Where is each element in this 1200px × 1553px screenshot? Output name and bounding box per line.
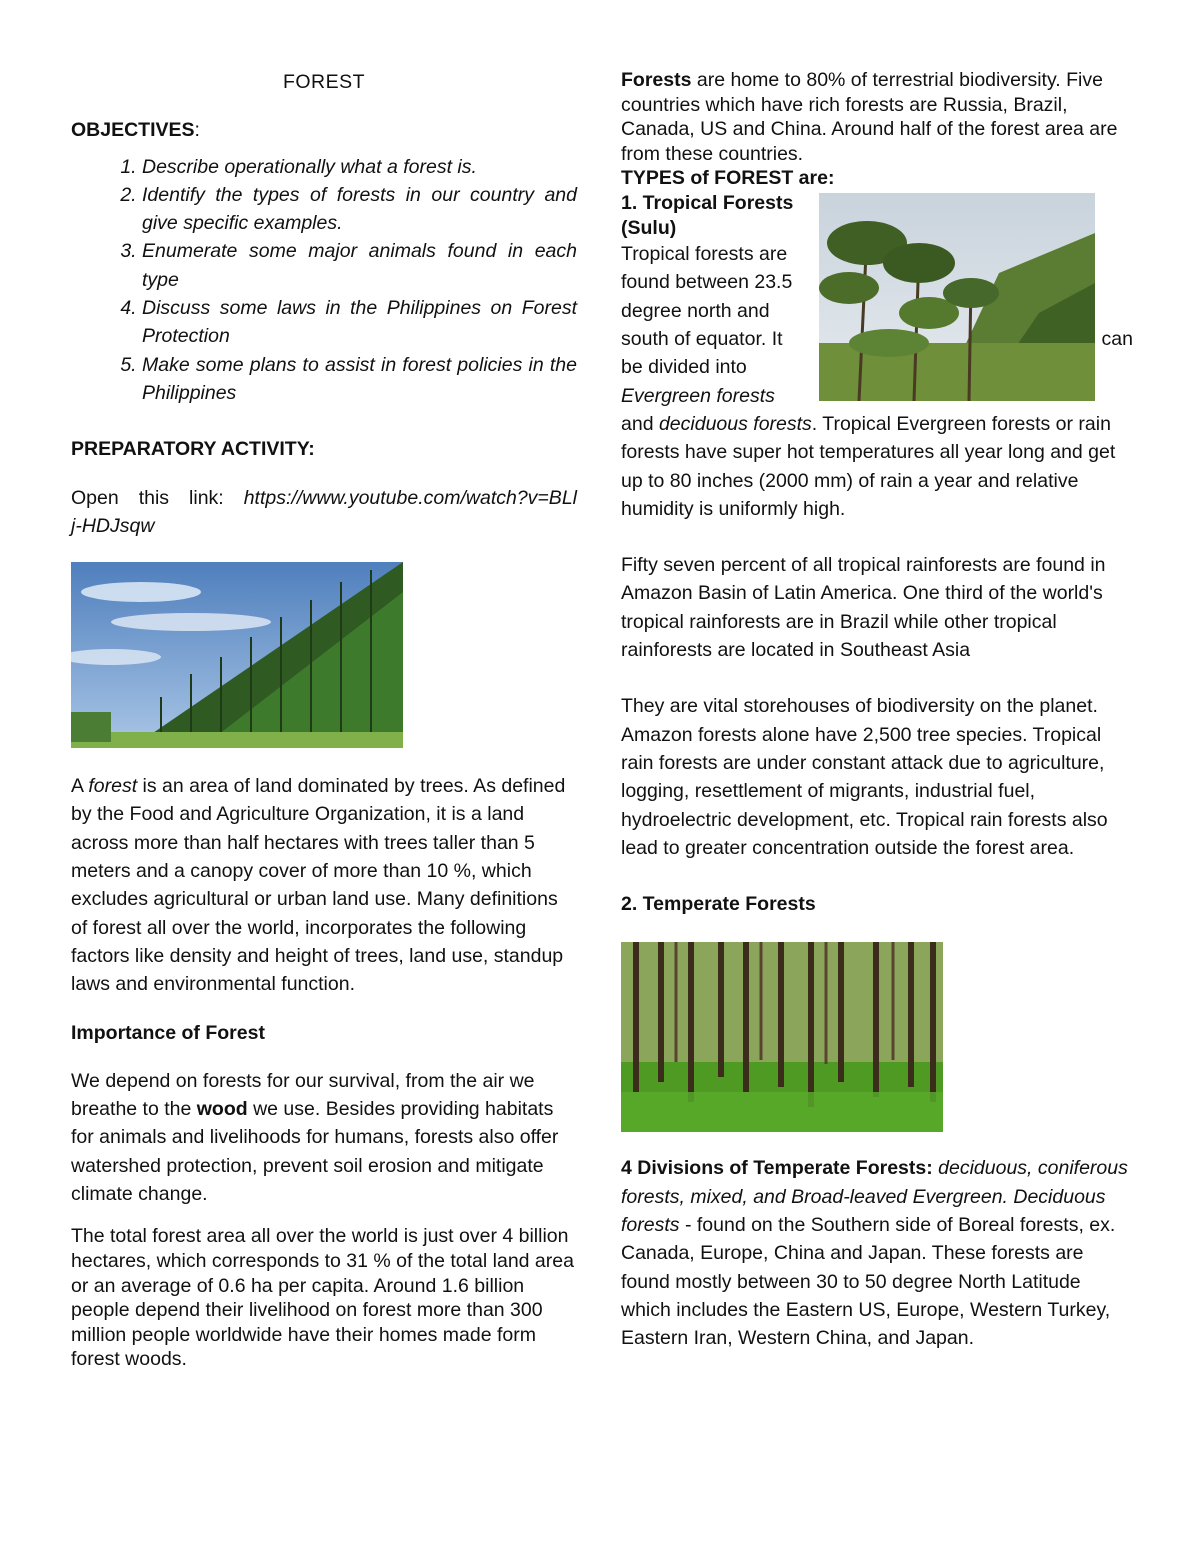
tropical-section [621,191,1131,410]
forest-area-paragraph: The total forest area all over the world is just over 4 billion hectares, which corresponds to 31 % of the total land area or an average of 0.6 ha per capita. Around 1.6 billion people depend their livelihood on forest more than 300 million people worldwide have their homes made form forest woods. [71,1225,574,1371]
temperate-heading: 2. Temperate Forests [621,893,816,916]
importance-paragraph: We depend on forests for our survival, from the air we breathe to the wood we use. Besides providing habitats for animals and livelihoods for humans, forests also offer watershed protection, prevent soil erosion and mitigate climate change. [71,1069,559,1206]
objective-item: 3. Enumerate some major animals found in each type [142,237,577,294]
objective-item: 5. Make some plans to assist in forest policies in the Philippines [142,351,577,408]
tropical-forest-image [819,193,1095,401]
tropical-text-2: be divided into [621,356,747,379]
forest-row-image [71,562,403,748]
temperate-divisions-paragraph: 4 Divisions of Temperate Forests: deciduous, coniferous forests, mixed, and Broad-leaved Evergreen. Deciduous forests - found on the Southern side of Boreal forests, ex. Canada, Europe, China and Japan. These forests are found mostly between 30 to 50 degree North Latitude which includes the Eastern US, Europe, Western Turkey, Eastern Iran, Western China, and Japan. [621,1157,1128,1350]
objective-item: 4. Discuss some laws in the Philippines on Forest Protection [142,294,577,351]
objective-item: 1. Describe operationally what a forest is. [142,153,577,181]
tropical-heading: 1. Tropical Forests (Sulu) [621,191,794,239]
forest-definition: A forest is an area of land dominated by trees. As defined by the Food and Agriculture Organization, it is a land across more than half hectares with trees taller than 5 meters and a canopy cover of more than 10 %, which excludes agricultural or urban land use. Many definitions of forest all over the world, incorporates the following factors like density and height of trees, land use, standup laws and environmental function. [71,775,566,996]
tropical-text-3: Evergreen forests [621,384,775,407]
objectives-list [71,153,577,408]
right-column [621,68,1131,1352]
tropical-text-1: Tropical forests are found between 23.5 degree north and south of equator. It [621,243,793,351]
tropical-can: can [1101,327,1133,350]
tropical-paragraph: and deciduous forests. Tropical Evergreen forests or rain forests have super hot temperatures all year long and get up to 80 inches (2000 mm) of rain a year and relative humidity is uniformly high. [621,412,1116,520]
objective-item: 2. Identify the types of forests in our country and give specific examples. [142,181,577,238]
preparatory-text: Open this link: https://www.youtube.com/watch?v=BLlj-HDJsqw [71,486,577,537]
types-heading: TYPES of FOREST are: [621,167,835,190]
page-title: FOREST [282,71,366,93]
amazon-paragraph: Fifty seven percent of all tropical rainforests are found in Amazon Basin of Latin America. One third of the world's tropical rainforests are in Brazil while other tropical rainforests are located in Southeast Asia [621,554,1106,662]
temperate-forest-image [621,942,943,1132]
importance-heading: Importance of Forest [71,1021,265,1044]
objectives-heading: OBJECTIVES: [71,119,200,142]
preparatory-heading: PREPARATORY ACTIVITY: [71,438,315,461]
left-column [71,68,577,1372]
biodiversity-paragraph: Forests are home to 80% of terrestrial biodiversity. Five countries which have rich forests are Russia, Brazil, Canada, US and China. Around half of the forest area are from these countries. [621,69,1118,165]
biodiversity-storehouse-paragraph: They are vital storehouses of biodiversity on the planet. Amazon forests alone have 2,500 tree species. Tropical rain forests are under constant attack due to agriculture, logging, resettlement of migrants, industrial fuel, hydroelectric development, etc. Tropical rain forests also lead to greater concentration outside the forest area. [621,695,1108,859]
youtube-link[interactable]: https://www.youtube.com/watch?v=BLlj-HDJsqw [71,486,577,537]
